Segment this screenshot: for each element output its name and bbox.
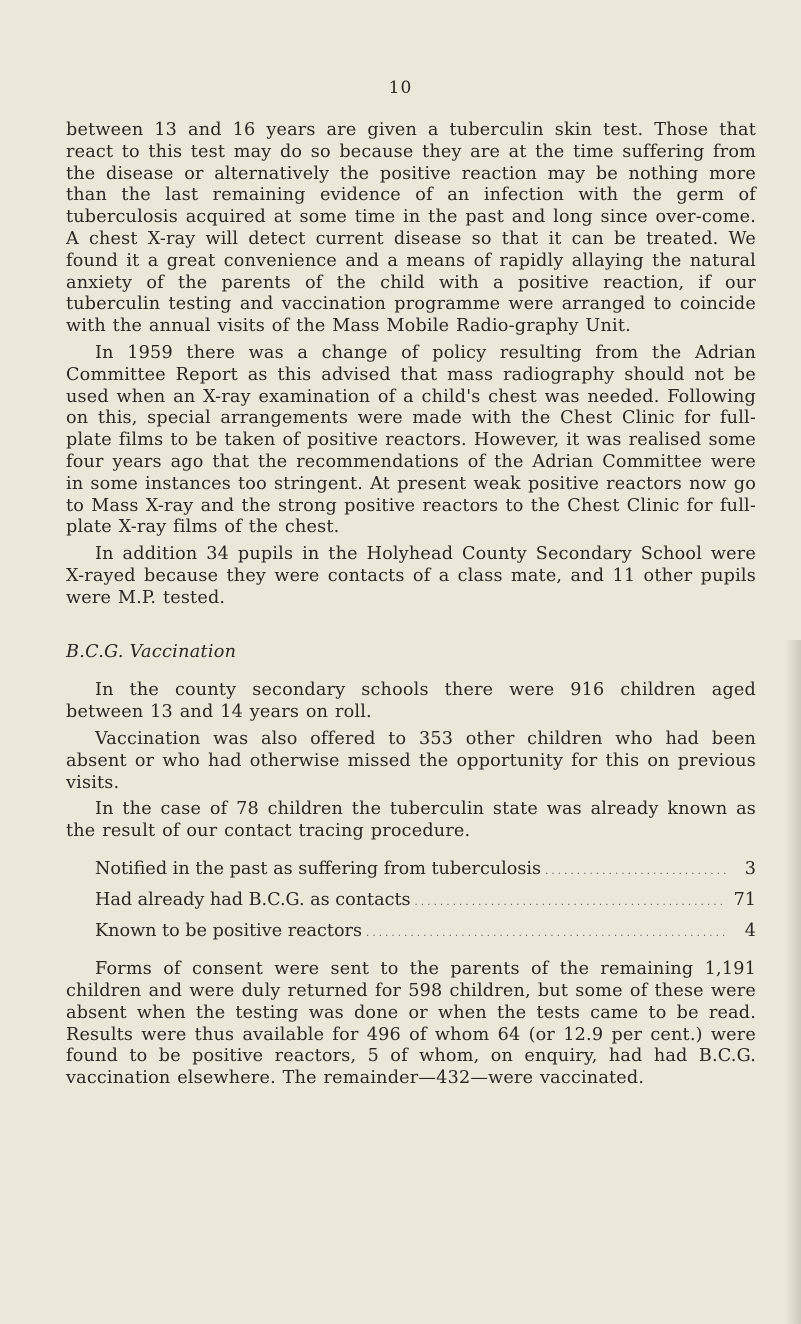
paragraph-tuberculin-test: between 13 and 16 years are given a tuberculin skin test. Those that react to this test may do so because they are at the time suffering from the disease or alternatively the positive reaction may be nothing more than the last remaining evidence of an infection with the germ of tuberculosis acquired at some time in the past and long since over-come. A chest X-ray will detect current disease so that it can be treated. We found it a great convenience and a means of rapidly allaying the natural anxiety of the parents of the child with a positive reaction, if our tuberculin testing and vaccination programme were arranged to coincide with the annual visits of the Mass Mobile Radio-graphy Unit. [66,120,756,337]
tuberculin-state-list [66,859,756,944]
paragraph-consent-results: Forms of consent were sent to the parents of the remaining 1,191 children and were duly returned for 598 children, but some of these were absent when the testing was done or when the tests came to be read. Results were thus available for 496 of whom 64 (or 12.9 per cent.) were found to be positive reactors, 5 of whom, on enquiry, had had B.C.G. vaccination elsewhere. The remainder—432—were vaccinated. [66,959,756,1089]
list-item [95,890,756,914]
list-item-label: Known to be positive reactors [95,920,362,941]
list-item-label: Had already had B.C.G. as contacts [95,889,411,910]
dot-leader [415,890,726,914]
section-heading-bcg: B.C.G. Vaccination [66,641,237,662]
list-item [95,921,756,945]
paragraph-vaccination-offered: Vaccination was also offered to 353 other children who had been absent or who had otherwise missed the opportunity for this on previous visits. [66,728,756,793]
page-edge-shadow [785,640,801,1324]
list-item-value: 3 [744,858,756,879]
list-item-label: Notified in the past as suffering from tuberculosis [95,858,542,879]
list-item-value: 4 [744,920,756,941]
paragraph-children-on-roll: In the county secondary schools there were 916 children aged between 13 and 14 years on roll. [66,680,756,723]
paragraph-tuberculin-state-known: In the case of 78 children the tuberculin state was already known as the result of our contact tracing procedure. [66,799,756,842]
body-text [66,120,756,1095]
paragraph-policy-change: In 1959 there was a change of policy resulting from the Adrian Committee Report as this advised that mass radiography should not be used when an X-ray examination of a child's chest was needed. Following on this, special arrangements were made with the Chest Clinic for full-plate films to be taken of positive reactors. However, it was realised some four years ago that the recommendations of the Adrian Committee were in some instances too stringent. At present weak positive reactors now go to Mass X-ray and the strong positive reactors to the Chest Clinic for full-plate X-ray films of the chest. [66,342,756,538]
list-item-value: 71 [733,889,756,910]
paragraph-holyhead-contacts: In addition 34 pupils in the Holyhead County Secondary School were X-rayed because they were contacts of a class mate, and 11 other pupils were M.P. tested. [66,544,756,608]
page-number: 10 [388,78,413,98]
list-item [95,859,756,883]
dot-leader [366,921,726,945]
dot-leader [545,859,726,883]
